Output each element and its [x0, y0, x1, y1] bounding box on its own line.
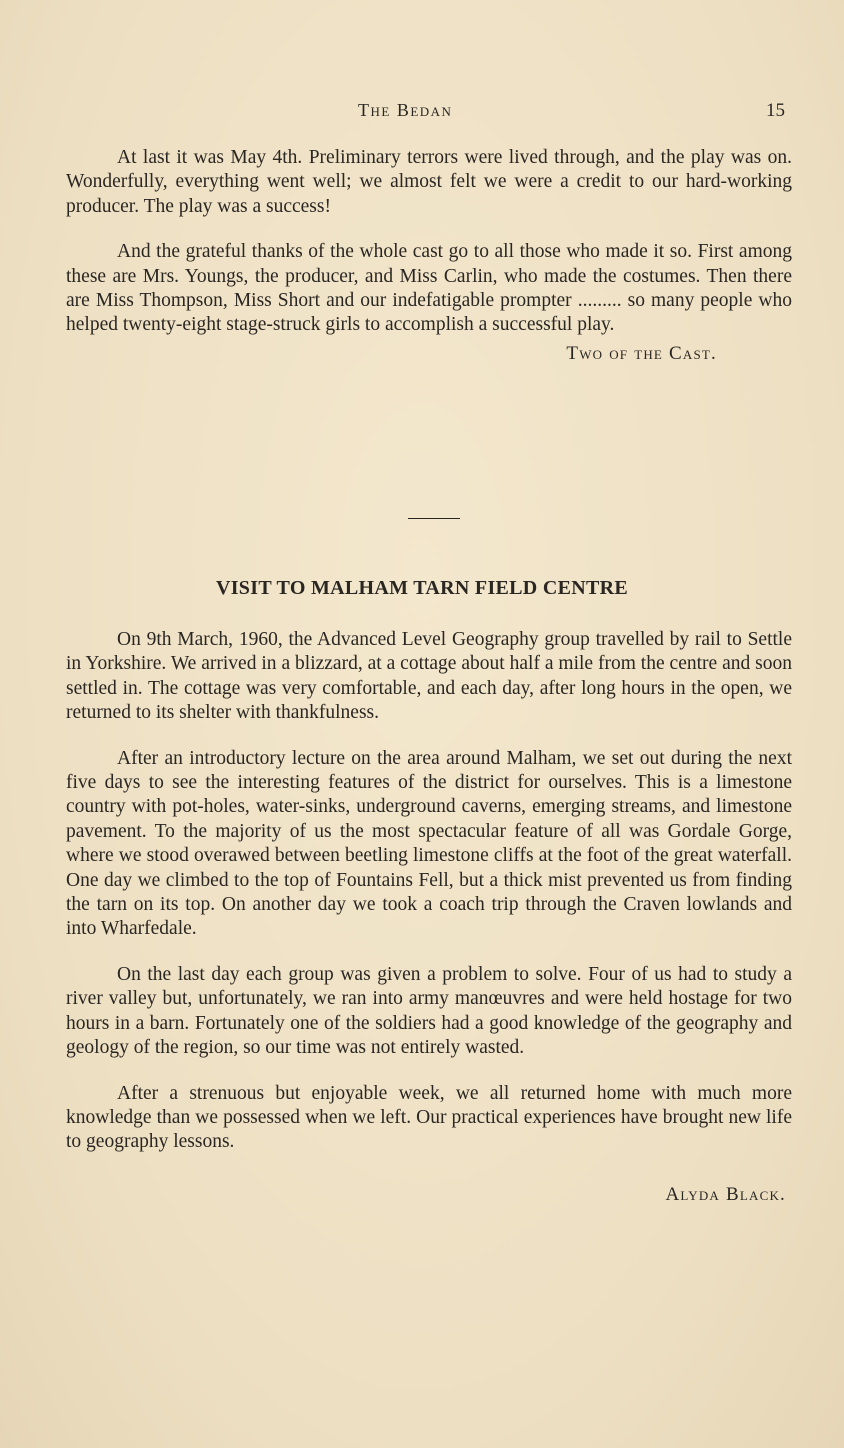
signature: Alyda Black.	[665, 1183, 786, 1205]
page-header	[0, 100, 844, 130]
paragraph: On the last day each group was given a problem to solve. Four of us had to study a river valley but, unfortunately, we ran into army manœuvres and were held hostage for two hours in a barn. Fortunately one of the soldiers had a good knowledge of the geography and geology of the region, so our time was not entirely wasted.	[66, 963, 792, 1059]
field-trip-article	[66, 628, 792, 1207]
paragraph: And the grateful thanks of the whole cast go to all those who made it so. First among these are Mrs. Youngs, the producer, and Miss Carlin, who made the costumes. Then there are Miss Thompson, Miss Short and our indefatigable prompter ......... so many people who helped twenty-eight stage-struck girls to accomplish a successful play.	[66, 241, 792, 336]
section-divider	[408, 518, 460, 519]
article-title: VISIT TO MALHAM TARN FIELD CENTRE	[215, 577, 629, 599]
play-report-article	[66, 146, 792, 366]
page-number: 15	[766, 100, 785, 121]
paragraph: After an introductory lecture on the area around Malham, we set out during the next five days to see the interesting features of the district for ourselves. This is a limestone country with pot-holes, water-sinks, underground caverns, emerging streams, and limestone pavement. To the majority of us the most spectacular feature of all was Gordale Gorge, where we stood overawed between beetling limestone cliffs at the foot of the great waterfall. One day we climbed to the top of Fountains Fell, but a thick mist prevented us from finding the tarn on its top. On another day we took a coach trip through the Craven lowlands and into Wharfedale.	[66, 747, 792, 940]
paragraph: At last it was May 4th. Preliminary terrors were lived through, and the play was on. Wonderfully, everything went well; we almost felt we were a credit to our hard-working producer. The play was a success!	[66, 147, 792, 217]
running-title: The Bedan	[358, 100, 453, 120]
signature: Two of the Cast.	[566, 342, 717, 364]
paragraph: After a strenuous but enjoyable week, we all returned home with much more knowledge than we possessed when we left. Our practical experiences have brought new life to geography lessons.	[66, 1082, 792, 1153]
paragraph: On 9th March, 1960, the Advanced Level Geography group travelled by rail to Settle in Yorkshire. We arrived in a blizzard, at a cottage about half a mile from the centre and soon settled in. The cottage was very comfortable, and each day, after long hours in the open, we returned to its shelter with thankfulness.	[66, 629, 792, 724]
